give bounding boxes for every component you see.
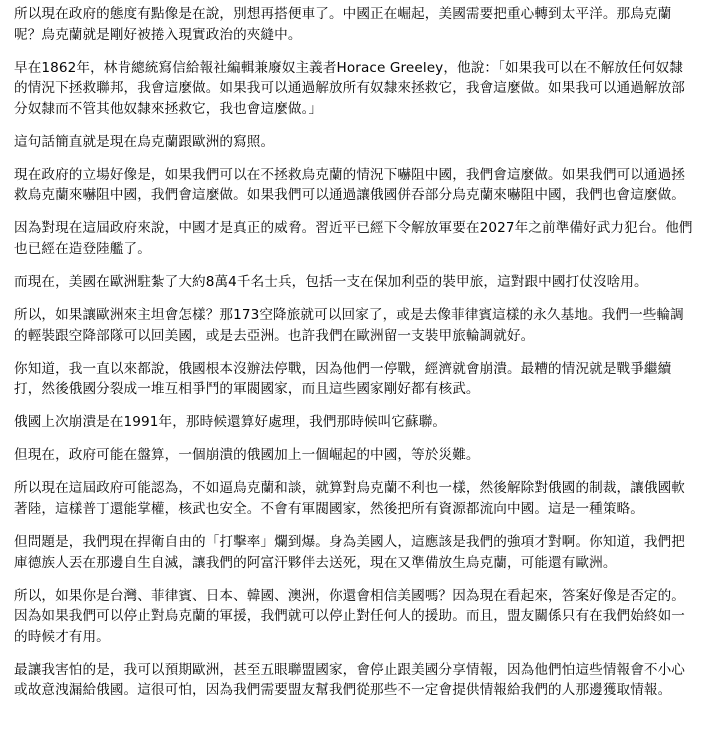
paragraph: 所以現在政府的態度有點像是在說，別想再搭便車了。中國正在崛起，美國需要把重心轉到太平洋。那烏克蘭呢？烏克蘭就是剛好被捲入現實政治的夾縫中。 [14, 6, 672, 43]
paragraph: 但現在，政府可能在盤算，一個崩潰的俄國加上一個崛起的中國，等於災難。 [14, 447, 480, 464]
paragraph: 早在1862年，林肯總統寫信給報社編輯兼廢奴主義者Horace Greeley，他說：「如果我可以在不解放任何奴隸的情況下拯救聯邦，我會這麼做。如果我可以通過解放所有奴隸來拯救它，我會這麼做。如果我可以通過解放部分奴隸而不管其他奴隸來拯救它，我也會這麼做。」 [14, 59, 685, 117]
paragraph: 所以，如果讓歐洲來主坦會怎樣？那173空降旅就可以回家了，或是去像菲律賓這樣的永久基地。我們一些輪調的輕裝跟空降部隊可以回美國，或是去亞洲。也許我們在歐洲留一支裝甲旅輪調就好。 [14, 307, 684, 344]
paragraph: 最讓我害怕的是，我可以預期歐洲，甚至五眼聯盟國家，會停止跟美國分享情報，因為他們怕這些情報會不小心或故意洩漏給俄國。這很可怕，因為我們需要盟友幫我們從那些不一定會提供情報給我們的人那邊獲取情報。 [14, 661, 685, 699]
paragraph: 但問題是，我們現在捍衛自由的「打擊率」爛到爆。身為美國人，這應該是我們的強項才對啊。你知道，我們把庫德族人丟在那邊自生自滅，讓我們的阿富汗夥伴去送死，現在又準備放生烏克蘭，可能還有歐洲。 [14, 534, 685, 571]
paragraph: 而現在，美國在歐洲駐紮了大約8萬4千名士兵，包括一支在保加利亞的裝甲旅，這對跟中國打仗沒啥用。 [14, 273, 648, 290]
paragraph: 你知道，我一直以來都說，俄國根本沒辦法停戰，因為他們一停戰，經濟就會崩潰。最糟的情況就是戰爭繼續打，然後俄國分裂成一堆互相爭鬥的軍閥國家，而且這些國家剛好都有核武。 [14, 360, 672, 398]
paragraph: 因為對現在這屆政府來說，中國才是真正的威脅。習近平已經下令解放軍要在2027年之前準備好武力犯台。他們也已經在造登陸艦了。 [14, 220, 693, 257]
paragraph: 現在政府的立場好像是，如果我們可以在不拯救烏克蘭的情況下嚇阻中國，我們會這麼做。如果我們可以通過拯救烏克蘭來嚇阻中國，我們會這麼做。如果我們可以通過讓俄國併吞部分烏克蘭來嚇阻中國，我們也會這麼做。 [14, 166, 685, 204]
paragraph: 所以現在這屆政府可能認為，不如逼烏克蘭和談，就算對烏克蘭不利也一樣，然後解除對俄國的制裁，讓俄國軟著陸，這樣普丁還能掌權，核武也安全。不會有軍閥國家，然後把所有資源都流向中國。這是一種策略。 [14, 480, 685, 517]
paragraph: 俄國上次崩潰是在1991年，那時候還算好處理，我們那時候叫它蘇聯。 [14, 414, 447, 431]
paragraph: 所以，如果你是台灣、菲律賓、日本、韓國、澳洲，你還會相信美國嗎？因為現在看起來，答案好像是否定的。因為如果我們可以停止對烏克蘭的軍援，我們就可以停止對任何人的援助。而且，盟友關係只有在我們始終如一的時候才有用。 [14, 587, 685, 645]
paragraph: 這句話簡直就是現在烏克蘭跟歐洲的寫照。 [14, 133, 275, 150]
